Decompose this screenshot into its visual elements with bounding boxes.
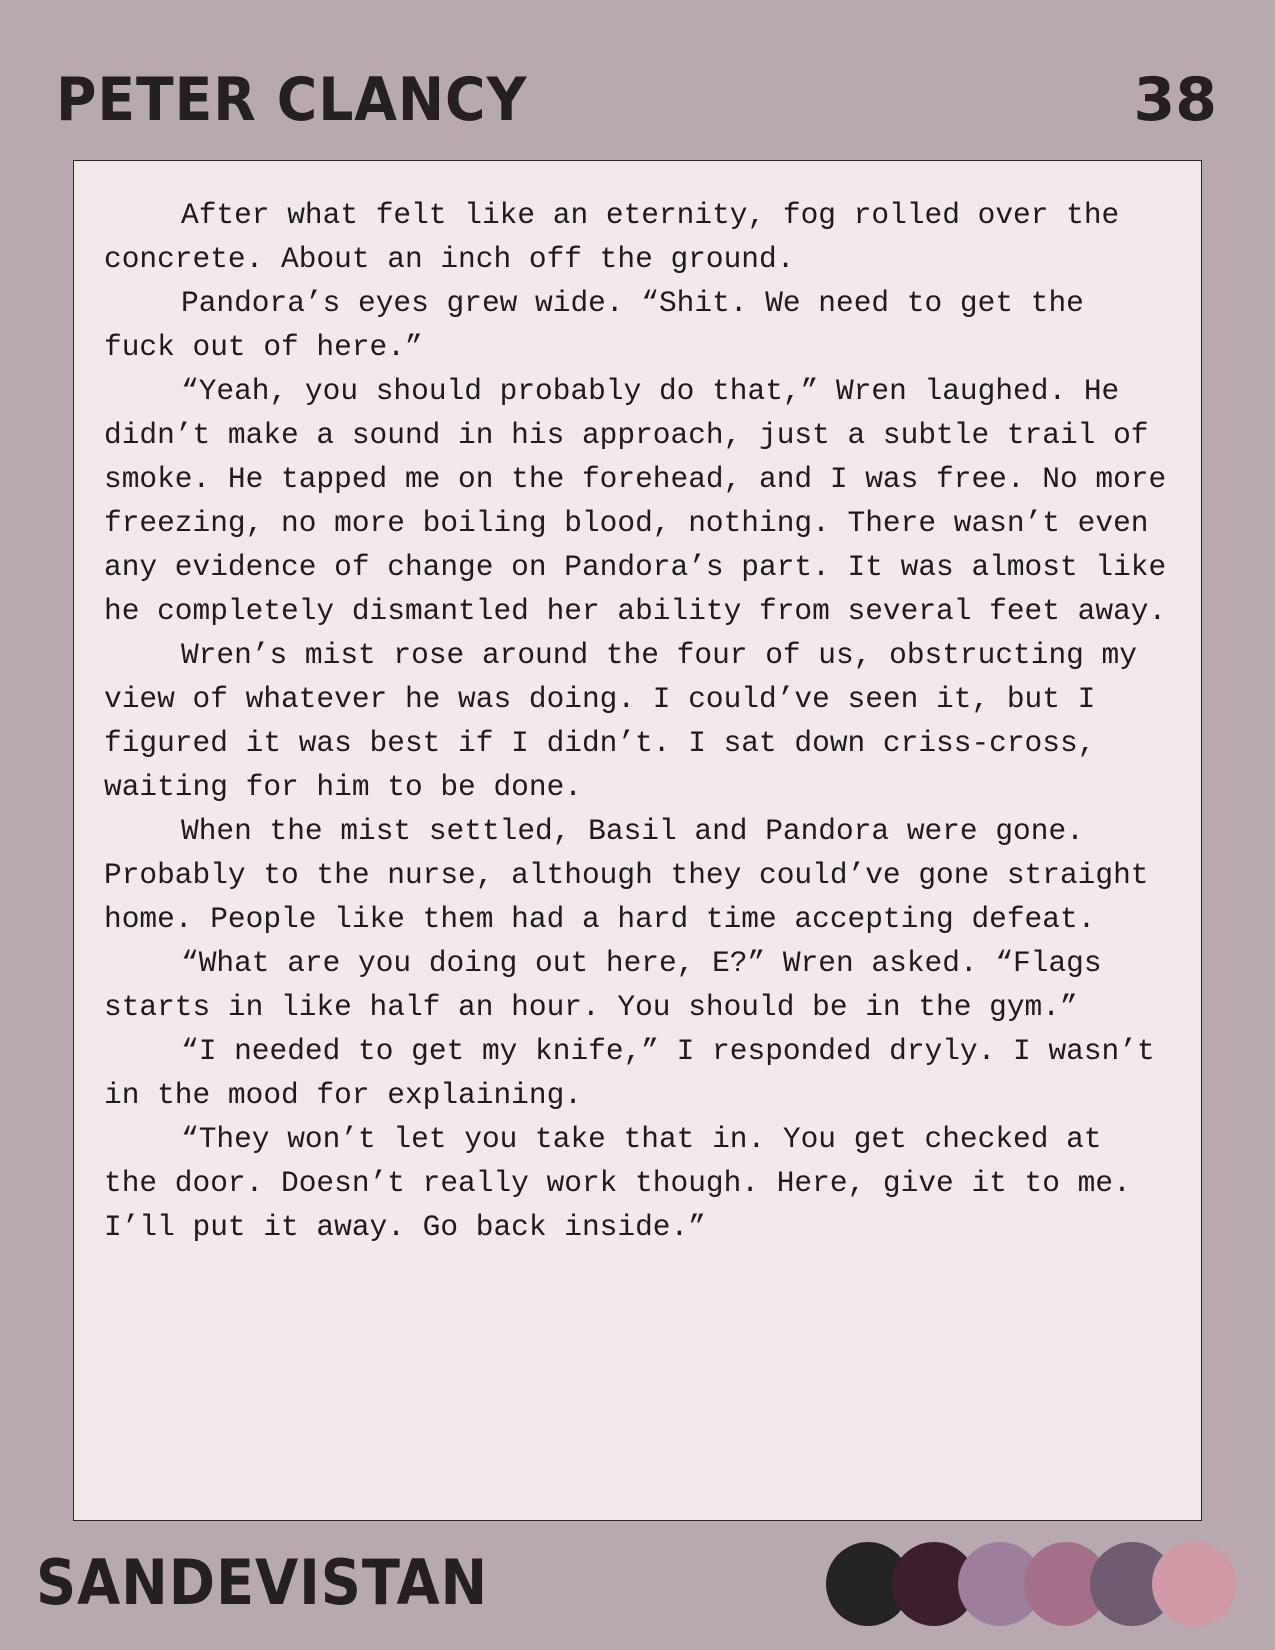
color-palette <box>826 1542 1236 1628</box>
book-title: SANDEVISTAN <box>36 1546 489 1619</box>
author-name: PETER CLANCY <box>56 65 528 135</box>
paragraph: “I needed to get my knife,” I responded dryly. I wasn’t in the mood for explaining. <box>104 1034 1155 1112</box>
paragraph: “What are you doing out here, E?” Wren asked. “Flags starts in like half an hour. You should be in the gym.” <box>104 946 1102 1024</box>
palette-swatch <box>1152 1542 1236 1626</box>
page-number: 38 <box>1133 65 1217 135</box>
paragraph: After what felt like an eternity, fog rolled over the concrete. About an inch off the ground. <box>104 198 1120 276</box>
paragraph: Pandora’s eyes grew wide. “Shit. We need to get the fuck out of here.” <box>104 286 1084 364</box>
paragraph: “Yeah, you should probably do that,” Wren laughed. He didn’t make a sound in his approach, just a subtle trail of smoke. He tapped me on the forehead, and I was free. No more freezing, no more boiling blood, nothing. There wasn’t even any evidence of change on Pandora’s part. It was almost like he completely dismantled her ability from several feet away. <box>104 374 1167 628</box>
paragraph: Wren’s mist rose around the four of us, obstructing my view of whatever he was doing. I could’ve seen it, but I figured it was best if I didn’t. I sat down criss-cross, waiting for him to be done. <box>104 638 1137 804</box>
paragraph: When the mist settled, Basil and Pandora were gone. Probably to the nurse, although they could’ve gone straight home. People like them had a hard time accepting defeat. <box>104 814 1149 936</box>
paragraph: “They won’t let you take that in. You get checked at the door. Doesn’t really work though. Here, give it to me. I’ll put it away. Go back inside.” <box>104 1122 1131 1244</box>
story-text-box <box>73 160 1202 1521</box>
